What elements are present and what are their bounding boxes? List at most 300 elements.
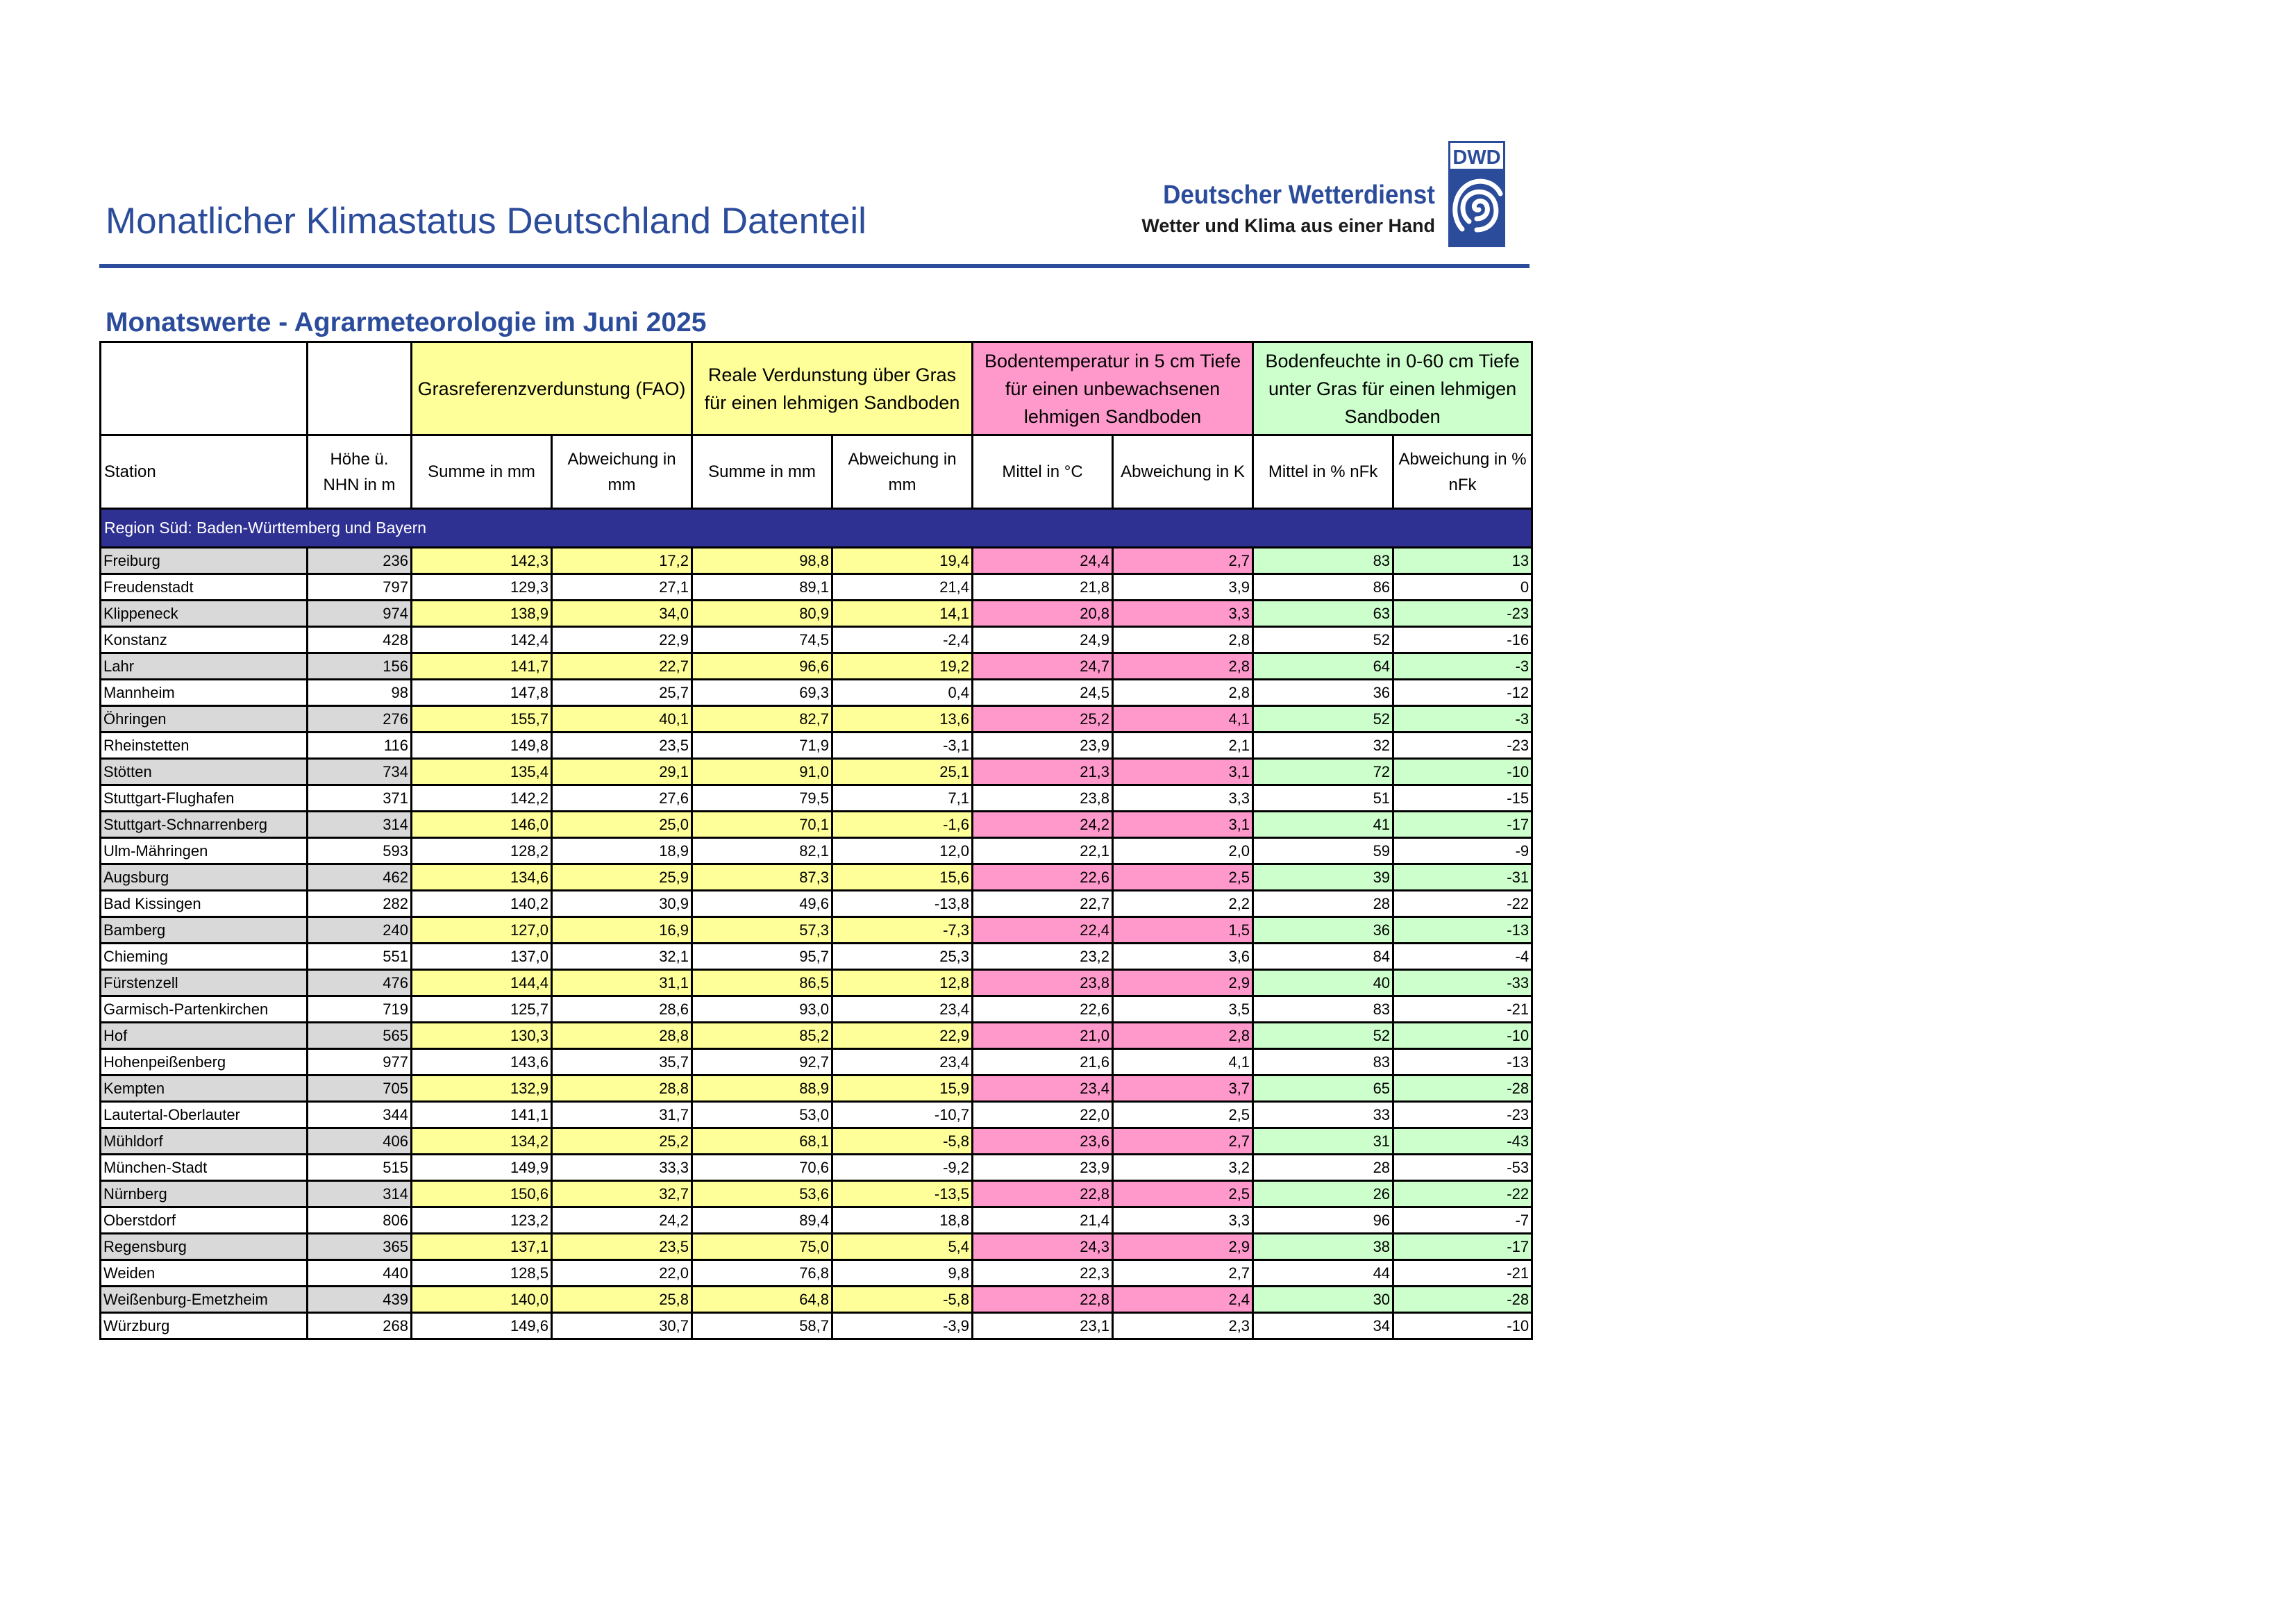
cell-hoehe: 314 (308, 1181, 412, 1207)
cell-fao-abweichung: 25,9 (552, 864, 692, 891)
cell-temp-mittel: 23,4 (973, 1075, 1113, 1102)
cell-real-abweichung: 15,9 (832, 1075, 973, 1102)
cell-hoehe: 977 (308, 1049, 412, 1075)
cell-feucht-mittel: 72 (1253, 759, 1393, 785)
cell-temp-mittel: 24,2 (973, 812, 1113, 838)
table-row (101, 1181, 1532, 1207)
cell-temp-abweichung: 2,8 (1113, 653, 1253, 680)
cell-feucht-abweichung: -17 (1393, 812, 1532, 838)
logo-tagline: Wetter und Klima aus einer Hand (1141, 215, 1435, 236)
cell-feucht-mittel: 33 (1253, 1102, 1393, 1128)
cell-temp-abweichung: 2,7 (1113, 1260, 1253, 1287)
table-row (101, 944, 1532, 970)
cell-temp-mittel: 22,0 (973, 1102, 1113, 1128)
cell-station: Klippeneck (101, 601, 308, 627)
cell-fao-abweichung: 18,9 (552, 838, 692, 864)
cell-station: Weißenburg-Emetzheim (101, 1287, 308, 1313)
cell-feucht-mittel: 31 (1253, 1128, 1393, 1155)
cell-station: Lahr (101, 653, 308, 680)
cell-temp-abweichung: 4,1 (1113, 706, 1253, 733)
table-row (101, 733, 1532, 759)
cell-real-abweichung: -10,7 (832, 1102, 973, 1128)
cell-temp-abweichung: 2,8 (1113, 680, 1253, 706)
cell-station: Öhringen (101, 706, 308, 733)
cell-temp-abweichung: 2,2 (1113, 891, 1253, 917)
col-temp-abweichung: Abweichung in K (1113, 435, 1253, 509)
cell-feucht-abweichung: -15 (1393, 785, 1532, 812)
cell-real-summe: 88,9 (692, 1075, 832, 1102)
cell-fao-summe: 149,8 (412, 733, 552, 759)
cell-feucht-mittel: 28 (1253, 891, 1393, 917)
table-row (101, 1207, 1532, 1234)
cell-feucht-mittel: 86 (1253, 574, 1393, 601)
cell-station: Regensburg (101, 1234, 308, 1260)
cell-feucht-abweichung: -10 (1393, 1023, 1532, 1049)
cell-fao-abweichung: 28,8 (552, 1023, 692, 1049)
cell-temp-mittel: 23,1 (973, 1313, 1113, 1339)
table-row (101, 548, 1532, 574)
group-bodenfeuchte: Bodenfeuchte in 0-60 cm Tiefe unter Gras für einen lehmigen Sandboden (1253, 342, 1532, 435)
table-row (101, 1023, 1532, 1049)
table-row (101, 864, 1532, 891)
cell-temp-mittel: 24,5 (973, 680, 1113, 706)
cell-fao-summe: 134,6 (412, 864, 552, 891)
cell-real-abweichung: 25,3 (832, 944, 973, 970)
cell-feucht-mittel: 83 (1253, 996, 1393, 1023)
cell-feucht-mittel: 44 (1253, 1260, 1393, 1287)
cell-station: Bad Kissingen (101, 891, 308, 917)
cell-temp-mittel: 24,7 (973, 653, 1113, 680)
cell-fao-abweichung: 25,8 (552, 1287, 692, 1313)
cell-fao-abweichung: 32,7 (552, 1181, 692, 1207)
cell-temp-abweichung: 3,5 (1113, 996, 1253, 1023)
cell-station: Nürnberg (101, 1181, 308, 1207)
cell-fao-summe: 146,0 (412, 812, 552, 838)
cell-temp-mittel: 20,8 (973, 601, 1113, 627)
cell-feucht-mittel: 36 (1253, 917, 1393, 944)
cell-temp-abweichung: 3,2 (1113, 1155, 1253, 1181)
cell-real-summe: 53,6 (692, 1181, 832, 1207)
table-row (101, 759, 1532, 785)
table-row (101, 812, 1532, 838)
cell-station: Stötten (101, 759, 308, 785)
table-row (101, 1313, 1532, 1339)
cell-station: Mannheim (101, 680, 308, 706)
title-divider (99, 264, 1530, 268)
cell-fao-summe: 144,4 (412, 970, 552, 996)
cell-feucht-abweichung: 13 (1393, 548, 1532, 574)
cell-real-summe: 98,8 (692, 548, 832, 574)
cell-temp-abweichung: 2,7 (1113, 548, 1253, 574)
cell-feucht-abweichung: -21 (1393, 1260, 1532, 1287)
cell-temp-abweichung: 1,5 (1113, 917, 1253, 944)
cell-feucht-mittel: 39 (1253, 864, 1393, 891)
cell-real-summe: 70,6 (692, 1155, 832, 1181)
cell-fao-abweichung: 25,0 (552, 812, 692, 838)
cell-temp-mittel: 22,8 (973, 1181, 1113, 1207)
cell-fao-summe: 132,9 (412, 1075, 552, 1102)
cell-station: Lautertal-Oberlauter (101, 1102, 308, 1128)
cell-fao-summe: 128,5 (412, 1260, 552, 1287)
group-gras-fao: Grasreferenzverdunstung (FAO) (412, 342, 692, 435)
cell-station: Mühldorf (101, 1128, 308, 1155)
cell-feucht-mittel: 59 (1253, 838, 1393, 864)
cell-fao-abweichung: 34,0 (552, 601, 692, 627)
dwd-spiral-icon (1448, 141, 1505, 247)
station-rows (101, 548, 1532, 1339)
col-hoehe: Höhe ü. NHN in m (308, 435, 412, 509)
cell-fao-summe: 141,1 (412, 1102, 552, 1128)
cell-fao-abweichung: 17,2 (552, 548, 692, 574)
cell-feucht-abweichung: -9 (1393, 838, 1532, 864)
cell-real-summe: 53,0 (692, 1102, 832, 1128)
column-header-row (101, 435, 1532, 509)
cell-real-abweichung: 19,2 (832, 653, 973, 680)
cell-feucht-abweichung: -16 (1393, 627, 1532, 653)
cell-hoehe: 565 (308, 1023, 412, 1049)
cell-fao-summe: 149,6 (412, 1313, 552, 1339)
cell-hoehe: 734 (308, 759, 412, 785)
cell-feucht-abweichung: 0 (1393, 574, 1532, 601)
cell-real-abweichung: -7,3 (832, 917, 973, 944)
cell-temp-mittel: 25,2 (973, 706, 1113, 733)
cell-real-summe: 91,0 (692, 759, 832, 785)
cell-fao-summe: 150,6 (412, 1181, 552, 1207)
cell-temp-mittel: 21,0 (973, 1023, 1113, 1049)
cell-fao-summe: 149,9 (412, 1155, 552, 1181)
cell-hoehe: 515 (308, 1155, 412, 1181)
cell-station: München-Stadt (101, 1155, 308, 1181)
table-row (101, 1260, 1532, 1287)
cell-hoehe: 314 (308, 812, 412, 838)
cell-temp-abweichung: 2,7 (1113, 1128, 1253, 1155)
cell-real-abweichung: -3,1 (832, 733, 973, 759)
cell-feucht-mittel: 52 (1253, 627, 1393, 653)
cell-temp-abweichung: 3,1 (1113, 759, 1253, 785)
cell-real-summe: 89,1 (692, 574, 832, 601)
cell-feucht-mittel: 30 (1253, 1287, 1393, 1313)
cell-real-abweichung: -13,5 (832, 1181, 973, 1207)
table-row (101, 785, 1532, 812)
group-real-verdunstung: Reale Verdunstung über Gras für einen lehmigen Sandboden (692, 342, 973, 435)
cell-feucht-abweichung: -33 (1393, 970, 1532, 996)
cell-station: Bamberg (101, 917, 308, 944)
cell-station: Stuttgart-Schnarrenberg (101, 812, 308, 838)
cell-temp-mittel: 24,4 (973, 548, 1113, 574)
cell-feucht-abweichung: -28 (1393, 1287, 1532, 1313)
cell-real-summe: 74,5 (692, 627, 832, 653)
cell-fao-summe: 123,2 (412, 1207, 552, 1234)
cell-fao-summe: 138,9 (412, 601, 552, 627)
cell-station: Chieming (101, 944, 308, 970)
cell-temp-mittel: 23,2 (973, 944, 1113, 970)
cell-feucht-mittel: 28 (1253, 1155, 1393, 1181)
cell-feucht-abweichung: -53 (1393, 1155, 1532, 1181)
cell-hoehe: 236 (308, 548, 412, 574)
cell-real-abweichung: 19,4 (832, 548, 973, 574)
table-row (101, 970, 1532, 996)
col-feucht-abweichung: Abweichung in % nFk (1393, 435, 1532, 509)
cell-temp-mittel: 21,6 (973, 1049, 1113, 1075)
blank-header-cell (308, 342, 412, 435)
cell-real-abweichung: 9,8 (832, 1260, 973, 1287)
cell-temp-mittel: 22,8 (973, 1287, 1113, 1313)
cell-feucht-abweichung: -10 (1393, 759, 1532, 785)
table-row (101, 996, 1532, 1023)
cell-fao-abweichung: 31,1 (552, 970, 692, 996)
cell-fao-summe: 141,7 (412, 653, 552, 680)
cell-temp-abweichung: 2,4 (1113, 1287, 1253, 1313)
cell-feucht-abweichung: -31 (1393, 864, 1532, 891)
cell-real-abweichung: -9,2 (832, 1155, 973, 1181)
cell-fao-summe: 128,2 (412, 838, 552, 864)
cell-real-summe: 71,9 (692, 733, 832, 759)
cell-temp-abweichung: 2,5 (1113, 864, 1253, 891)
cell-real-abweichung: 25,1 (832, 759, 973, 785)
cell-hoehe: 476 (308, 970, 412, 996)
cell-real-summe: 80,9 (692, 601, 832, 627)
col-real-abweichung: Abweichung in mm (832, 435, 973, 509)
col-station: Station (101, 435, 308, 509)
cell-feucht-abweichung: -43 (1393, 1128, 1532, 1155)
cell-temp-mittel: 23,8 (973, 970, 1113, 996)
cell-real-summe: 57,3 (692, 917, 832, 944)
cell-real-abweichung: 21,4 (832, 574, 973, 601)
region-label: Region Süd: Baden-Württemberg und Bayern (101, 509, 1532, 548)
cell-fao-summe: 142,4 (412, 627, 552, 653)
cell-feucht-mittel: 63 (1253, 601, 1393, 627)
cell-feucht-mittel: 32 (1253, 733, 1393, 759)
cell-fao-summe: 134,2 (412, 1128, 552, 1155)
cell-hoehe: 428 (308, 627, 412, 653)
cell-feucht-abweichung: -23 (1393, 601, 1532, 627)
cell-fao-abweichung: 16,9 (552, 917, 692, 944)
cell-station: Freudenstadt (101, 574, 308, 601)
group-bodentemperatur: Bodentemperatur in 5 cm Tiefe für einen unbewachsenen lehmigen Sandboden (973, 342, 1253, 435)
table-row (101, 891, 1532, 917)
cell-real-summe: 58,7 (692, 1313, 832, 1339)
cell-feucht-abweichung: -3 (1393, 706, 1532, 733)
table-row (101, 1128, 1532, 1155)
cell-temp-abweichung: 3,3 (1113, 785, 1253, 812)
cell-fao-abweichung: 33,3 (552, 1155, 692, 1181)
cell-fao-abweichung: 23,5 (552, 1234, 692, 1260)
cell-fao-summe: 140,2 (412, 891, 552, 917)
cell-hoehe: 440 (308, 1260, 412, 1287)
cell-real-summe: 87,3 (692, 864, 832, 891)
cell-temp-mittel: 22,7 (973, 891, 1113, 917)
cell-feucht-mittel: 52 (1253, 706, 1393, 733)
cell-temp-mittel: 23,8 (973, 785, 1113, 812)
cell-temp-mittel: 24,9 (973, 627, 1113, 653)
cell-real-abweichung: 5,4 (832, 1234, 973, 1260)
cell-temp-mittel: 21,8 (973, 574, 1113, 601)
table-row (101, 838, 1532, 864)
cell-fao-abweichung: 27,1 (552, 574, 692, 601)
cell-temp-mittel: 23,9 (973, 733, 1113, 759)
cell-feucht-abweichung: -7 (1393, 1207, 1532, 1234)
cell-real-summe: 89,4 (692, 1207, 832, 1234)
table-row (101, 1102, 1532, 1128)
cell-fao-summe: 147,8 (412, 680, 552, 706)
cell-real-summe: 68,1 (692, 1128, 832, 1155)
cell-feucht-abweichung: -22 (1393, 1181, 1532, 1207)
cell-temp-abweichung: 2,8 (1113, 1023, 1253, 1049)
cell-hoehe: 371 (308, 785, 412, 812)
cell-real-abweichung: 22,9 (832, 1023, 973, 1049)
cell-temp-abweichung: 2,5 (1113, 1181, 1253, 1207)
cell-real-abweichung: 23,4 (832, 996, 973, 1023)
table-row (101, 653, 1532, 680)
cell-fao-summe: 127,0 (412, 917, 552, 944)
cell-temp-abweichung: 3,3 (1113, 601, 1253, 627)
cell-fao-abweichung: 32,1 (552, 944, 692, 970)
cell-hoehe: 806 (308, 1207, 412, 1234)
cell-fao-abweichung: 31,7 (552, 1102, 692, 1128)
blank-header-cell (101, 342, 308, 435)
cell-fao-abweichung: 25,7 (552, 680, 692, 706)
col-temp-mittel: Mittel in °C (973, 435, 1113, 509)
cell-hoehe: 240 (308, 917, 412, 944)
cell-hoehe: 365 (308, 1234, 412, 1260)
cell-temp-mittel: 22,4 (973, 917, 1113, 944)
col-fao-summe: Summe in mm (412, 435, 552, 509)
cell-temp-abweichung: 3,7 (1113, 1075, 1253, 1102)
cell-temp-mittel: 23,6 (973, 1128, 1113, 1155)
cell-hoehe: 719 (308, 996, 412, 1023)
cell-fao-summe: 142,2 (412, 785, 552, 812)
cell-real-abweichung: 7,1 (832, 785, 973, 812)
cell-feucht-abweichung: -22 (1393, 891, 1532, 917)
cell-temp-mittel: 23,9 (973, 1155, 1113, 1181)
cell-temp-abweichung: 2,9 (1113, 1234, 1253, 1260)
cell-feucht-mittel: 26 (1253, 1181, 1393, 1207)
cell-real-abweichung: -2,4 (832, 627, 973, 653)
cell-station: Augsburg (101, 864, 308, 891)
cell-real-abweichung: -3,9 (832, 1313, 973, 1339)
cell-temp-mittel: 22,3 (973, 1260, 1113, 1287)
table-row (101, 1049, 1532, 1075)
cell-station: Konstanz (101, 627, 308, 653)
table-row (101, 1155, 1532, 1181)
cell-real-summe: 82,1 (692, 838, 832, 864)
cell-feucht-mittel: 51 (1253, 785, 1393, 812)
cell-feucht-mittel: 84 (1253, 944, 1393, 970)
cell-fao-summe: 137,0 (412, 944, 552, 970)
section-title: Monatswerte - Agrarmeteorologie im Juni 2025 (106, 308, 707, 337)
table-row (101, 1287, 1532, 1313)
cell-fao-summe: 137,1 (412, 1234, 552, 1260)
cell-feucht-abweichung: -21 (1393, 996, 1532, 1023)
region-row (101, 509, 1532, 548)
cell-station: Hohenpeißenberg (101, 1049, 308, 1075)
cell-hoehe: 462 (308, 864, 412, 891)
cell-real-abweichung: 13,6 (832, 706, 973, 733)
cell-temp-mittel: 22,1 (973, 838, 1113, 864)
cell-feucht-abweichung: -13 (1393, 917, 1532, 944)
cell-hoehe: 116 (308, 733, 412, 759)
cell-fao-abweichung: 28,6 (552, 996, 692, 1023)
cell-real-abweichung: -1,6 (832, 812, 973, 838)
cell-temp-abweichung: 2,3 (1113, 1313, 1253, 1339)
cell-station: Weiden (101, 1260, 308, 1287)
cell-real-summe: 69,3 (692, 680, 832, 706)
cell-real-abweichung: -5,8 (832, 1287, 973, 1313)
cell-real-summe: 76,8 (692, 1260, 832, 1287)
cell-temp-abweichung: 2,9 (1113, 970, 1253, 996)
cell-hoehe: 344 (308, 1102, 412, 1128)
cell-hoehe: 593 (308, 838, 412, 864)
table-row (101, 917, 1532, 944)
page-title: Monatlicher Klimastatus Deutschland Datenteil (106, 201, 866, 242)
cell-feucht-abweichung: -13 (1393, 1049, 1532, 1075)
cell-temp-mittel: 21,3 (973, 759, 1113, 785)
table-row (101, 601, 1532, 627)
cell-real-summe: 79,5 (692, 785, 832, 812)
cell-hoehe: 268 (308, 1313, 412, 1339)
group-header-row (101, 342, 1532, 435)
cell-fao-summe: 155,7 (412, 706, 552, 733)
dwd-logo (1141, 139, 1505, 250)
cell-station: Oberstdorf (101, 1207, 308, 1234)
cell-real-summe: 64,8 (692, 1287, 832, 1313)
cell-fao-abweichung: 27,6 (552, 785, 692, 812)
cell-fao-summe: 143,6 (412, 1049, 552, 1075)
cell-fao-abweichung: 30,7 (552, 1313, 692, 1339)
cell-temp-mittel: 21,4 (973, 1207, 1113, 1234)
cell-temp-abweichung: 2,8 (1113, 627, 1253, 653)
cell-feucht-abweichung: -17 (1393, 1234, 1532, 1260)
cell-fao-abweichung: 29,1 (552, 759, 692, 785)
cell-fao-abweichung: 35,7 (552, 1049, 692, 1075)
cell-real-abweichung: -13,8 (832, 891, 973, 917)
cell-station: Stuttgart-Flughafen (101, 785, 308, 812)
cell-real-summe: 96,6 (692, 653, 832, 680)
cell-real-summe: 75,0 (692, 1234, 832, 1260)
cell-fao-summe: 129,3 (412, 574, 552, 601)
cell-temp-mittel: 22,6 (973, 864, 1113, 891)
cell-feucht-mittel: 83 (1253, 548, 1393, 574)
cell-temp-abweichung: 3,3 (1113, 1207, 1253, 1234)
cell-station: Garmisch-Partenkirchen (101, 996, 308, 1023)
logo-name: Deutscher Wetterdienst (1163, 181, 1435, 210)
cell-real-abweichung: -5,8 (832, 1128, 973, 1155)
agrarmeteorologie-table (99, 341, 1533, 1340)
cell-fao-summe: 140,0 (412, 1287, 552, 1313)
cell-feucht-abweichung: -23 (1393, 1102, 1532, 1128)
cell-fao-abweichung: 22,0 (552, 1260, 692, 1287)
cell-station: Würzburg (101, 1313, 308, 1339)
cell-hoehe: 551 (308, 944, 412, 970)
cell-real-abweichung: 18,8 (832, 1207, 973, 1234)
cell-temp-abweichung: 2,5 (1113, 1102, 1253, 1128)
cell-fao-abweichung: 30,9 (552, 891, 692, 917)
cell-real-summe: 86,5 (692, 970, 832, 996)
cell-real-abweichung: 12,8 (832, 970, 973, 996)
col-feucht-mittel: Mittel in % nFk (1253, 435, 1393, 509)
cell-fao-abweichung: 40,1 (552, 706, 692, 733)
cell-real-summe: 82,7 (692, 706, 832, 733)
cell-temp-abweichung: 3,1 (1113, 812, 1253, 838)
cell-real-abweichung: 14,1 (832, 601, 973, 627)
cell-fao-abweichung: 23,5 (552, 733, 692, 759)
cell-feucht-abweichung: -12 (1393, 680, 1532, 706)
cell-temp-mittel: 24,3 (973, 1234, 1113, 1260)
cell-temp-abweichung: 2,1 (1113, 733, 1253, 759)
table-row (101, 706, 1532, 733)
cell-temp-abweichung: 2,0 (1113, 838, 1253, 864)
cell-temp-abweichung: 3,9 (1113, 574, 1253, 601)
